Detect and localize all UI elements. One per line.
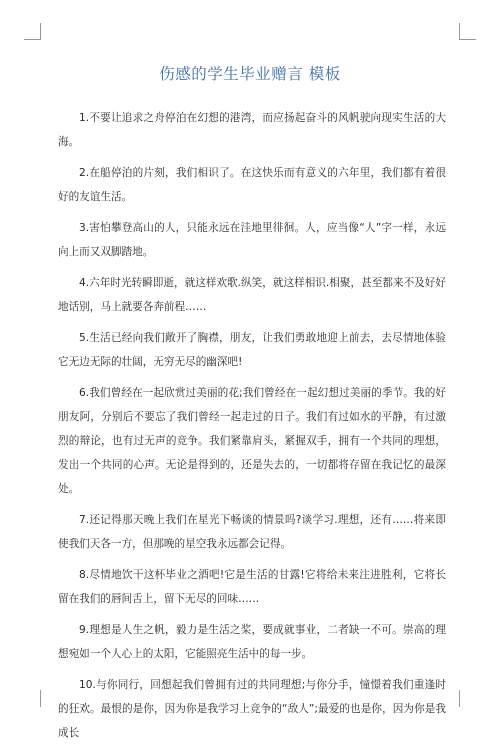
crop-mark-top-right-vertical: [459, 23, 460, 40]
crop-mark-top-right-horizontal: [460, 39, 476, 40]
paragraph-3: 3.害怕攀登高山的人，只能永远在洼地里徘徊。人，应当像“人”字一样，永远向上而又双脚踏地。: [58, 222, 446, 258]
paragraph-1: 1.不要让追求之舟停泊在幻想的港湾，而应扬起奋斗的风帆驶向现实生活的大海。: [58, 112, 446, 148]
document-title: 伤感的学生毕业赠言 模板: [159, 65, 341, 83]
crop-mark-top-left-vertical: [40, 23, 41, 40]
paragraph-6: 6.我们曾经在一起欣赏过美丽的花;我们曾经在一起幻想过美丽的季节。我的好朋友阿，分别后不要忘了我们曾经一起走过的日子。我们有过如水的平静，有过激烈的辩论，也有过无声的竞争。我们紧靠肩头，紧握双手，拥有一个共同的理想，发出一个共同的心声。无论是得到的，还是失去的，一切都将存留在我记忆的最深处。: [58, 387, 446, 495]
paragraph-5: 5.生活已经向我们敞开了胸襟，朋友，让我们勇敢地迎上前去，去尽情地体验它无边无际的壮阔，无穷无尽的幽深吧!: [58, 332, 446, 368]
paragraph-8: 8.尽情地饮干这杯毕业之酒吧!它是生活的甘露!它将给未来注进胜利，它将长留在我们的唇间舌上，留下无尽的回味……: [58, 569, 446, 605]
paragraph-10: 10.与你同行，回想起我们曾拥有过的共同理想;与你分手，憧憬着我们重逢时的狂欢。最恨的是你，因为你是我学习上竞争的“敌人”;最爱的也是你，因为你是我成长: [58, 679, 446, 739]
paragraph-2: 2.在船停泊的片刻，我们相识了。在这快乐而有意义的六年里，我们都有着很好的友谊生活。: [58, 167, 446, 203]
paragraph-9: 9.理想是人生之帆，毅力是生活之桨，要成就事业，二者缺一不可。崇高的理想宛如一个人心上的太阳，它能照亮生活中的每一步。: [58, 624, 446, 660]
paragraph-4: 4.六年时光转瞬即逝，就这样欢歌.纵笑，就这样相识.相聚，甚至都来不及好好地话别，马上就要各奔前程……: [58, 277, 446, 313]
document-body: [58, 106, 446, 752]
paragraph-7: 7.还记得那天晚上我们在星光下畅谈的情景吗?谈学习.理想，还有……将来即使我们天各一方，但那晚的星空我永远都会记得。: [58, 514, 446, 550]
crop-mark-top-left-horizontal: [24, 39, 40, 40]
crop-mark-bottom-right-vertical: [459, 690, 460, 707]
crop-mark-bottom-left-vertical: [40, 690, 41, 707]
